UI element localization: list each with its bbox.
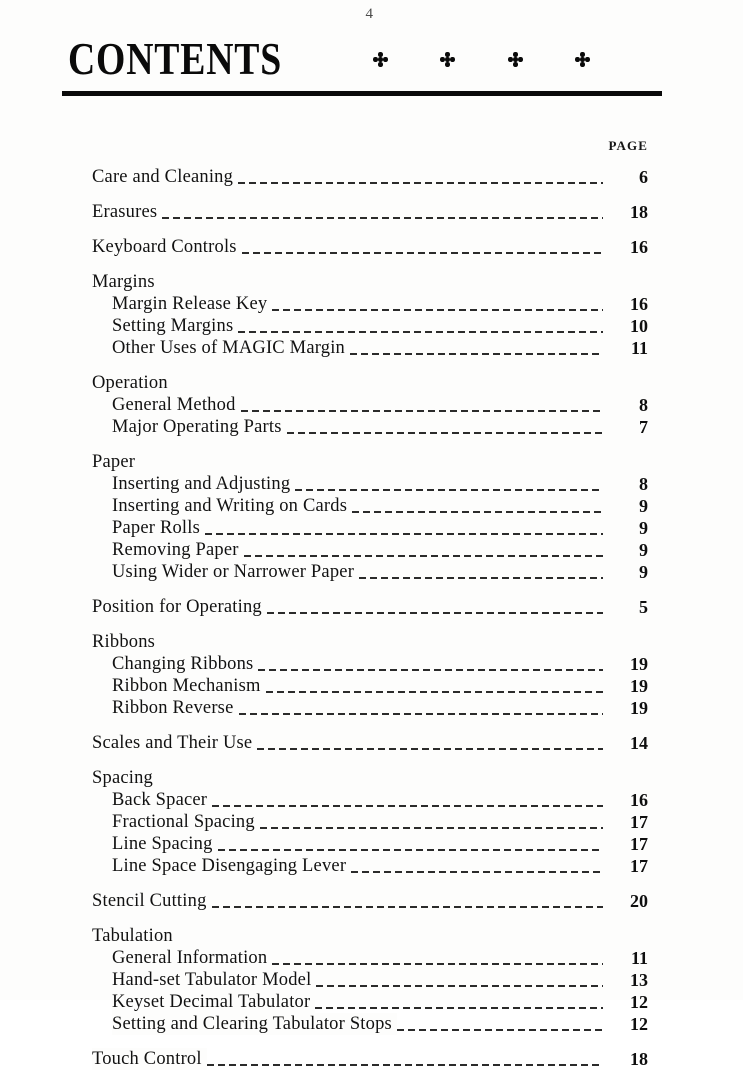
toc-entry-label: Inserting and Adjusting: [112, 473, 295, 495]
toc-entry[interactable]: [0, 789, 743, 811]
toc-entry-label: Keyset Decimal Tabulator: [112, 991, 315, 1013]
toc-entry-label: Margin Release Key: [112, 293, 272, 315]
heading-rule: [62, 91, 662, 96]
toc-entry-label: Setting and Clearing Tabulator Stops: [112, 1013, 397, 1035]
toc-page-number: 6: [639, 167, 648, 187]
toc-page-number: 8: [639, 395, 648, 415]
toc-page-number: 20: [630, 891, 648, 911]
toc-entry[interactable]: [0, 561, 743, 583]
toc-entry-label: Line Space Disengaging Lever: [112, 855, 351, 877]
toc-group-heading[interactable]: [0, 925, 743, 947]
toc-page-number: 9: [639, 540, 648, 560]
ornament-row: [364, 52, 664, 76]
toc-entry[interactable]: [0, 394, 743, 416]
toc-entry-label: Using Wider or Narrower Paper: [112, 561, 359, 583]
toc-entry-label: Spacing: [92, 767, 158, 789]
toc-page-number: 19: [630, 676, 648, 696]
toc-page-number: 12: [630, 1014, 648, 1034]
toc-entry-label: Scales and Their Use: [92, 732, 257, 754]
toc-group-heading[interactable]: [0, 767, 743, 789]
four-dot-diamond-ornament-icon: [508, 52, 523, 67]
toc-page-number: 11: [630, 338, 648, 358]
toc-entry[interactable]: [0, 811, 743, 833]
toc-entry-label: General Information: [112, 947, 272, 969]
toc-entry-label: Major Operating Parts: [112, 416, 287, 438]
toc-entry-label: Touch Control: [92, 1048, 207, 1070]
toc-page-number: 16: [630, 294, 648, 314]
toc-entry[interactable]: [0, 236, 743, 258]
toc-entry[interactable]: [0, 855, 743, 877]
toc-entry[interactable]: [0, 991, 743, 1013]
page-title: CONTENTS: [68, 33, 283, 84]
toc-entry-label: Other Uses of MAGIC Margin: [112, 337, 350, 359]
toc-entry-label: Paper: [92, 451, 140, 473]
toc-entry[interactable]: [0, 969, 743, 991]
toc-page-number: 7: [639, 417, 648, 437]
toc-entry-label: Margins: [92, 271, 160, 293]
toc-page-number: 9: [639, 562, 648, 582]
toc-entry[interactable]: [0, 473, 743, 495]
toc-entry[interactable]: [0, 833, 743, 855]
toc-entry[interactable]: [0, 416, 743, 438]
toc-page-number: 9: [639, 496, 648, 516]
toc-entry[interactable]: [0, 653, 743, 675]
toc-entry-label: Stencil Cutting: [92, 890, 212, 912]
toc-entry[interactable]: [0, 1048, 743, 1070]
four-dot-diamond-ornament-icon: [373, 52, 388, 67]
four-dot-diamond-ornament-icon: [575, 52, 590, 67]
toc-page-number: 18: [630, 202, 648, 222]
toc-entry[interactable]: [0, 166, 743, 188]
toc-group-heading[interactable]: [0, 372, 743, 394]
page-column-header: PAGE: [608, 138, 648, 153]
toc-page-number: 16: [630, 790, 648, 810]
toc-group-heading[interactable]: [0, 451, 743, 473]
toc-page-number: 9: [639, 518, 648, 538]
four-dot-diamond-ornament-icon: [440, 52, 455, 67]
toc-entry-label: Ribbons: [92, 631, 160, 653]
toc-entry-label: Care and Cleaning: [92, 166, 238, 188]
toc-page-number: 17: [630, 834, 648, 854]
folio-number: [0, 6, 743, 23]
toc-page-number: 18: [630, 1049, 648, 1069]
toc-entry-label: General Method: [112, 394, 241, 416]
toc-entry[interactable]: [0, 675, 743, 697]
toc-group-heading[interactable]: [0, 271, 743, 293]
toc-entry-label: Operation: [92, 372, 173, 394]
toc-entry-label: Removing Paper: [112, 539, 244, 561]
toc-entry-label: Position for Operating: [92, 596, 267, 618]
toc-entry[interactable]: [0, 697, 743, 719]
toc-page-number: 17: [630, 812, 648, 832]
toc-entry-label: Fractional Spacing: [112, 811, 260, 833]
toc-entry-label: Inserting and Writing on Cards: [112, 495, 352, 517]
toc-page-number: 5: [639, 597, 648, 617]
toc-entry[interactable]: [0, 201, 743, 223]
toc-entry[interactable]: [0, 337, 743, 359]
toc-entry[interactable]: [0, 1013, 743, 1035]
toc-entry[interactable]: [0, 315, 743, 337]
toc-entry-label: Tabulation: [92, 925, 178, 947]
toc-entry-label: Paper Rolls: [112, 517, 205, 539]
folio-number-text: 4: [365, 6, 374, 22]
toc-page-number: 17: [630, 856, 648, 876]
toc-entry-label: Hand-set Tabulator Model: [112, 969, 316, 991]
toc-entry[interactable]: [0, 890, 743, 912]
toc-page-number: 12: [630, 992, 648, 1012]
table-of-contents-list: [0, 166, 743, 1070]
toc-entry-label: Line Spacing: [112, 833, 218, 855]
toc-entry[interactable]: [0, 517, 743, 539]
toc-entry-label: Setting Margins: [112, 315, 238, 337]
toc-entry-label: Back Spacer: [112, 789, 212, 811]
toc-entry[interactable]: [0, 293, 743, 315]
toc-page-number: 19: [630, 654, 648, 674]
toc-entry[interactable]: [0, 732, 743, 754]
masthead: [62, 33, 662, 88]
toc-page-number: 11: [630, 948, 648, 968]
toc-entry-label: Changing Ribbons: [112, 653, 258, 675]
toc-page-number: 16: [630, 237, 648, 257]
toc-entry[interactable]: [0, 596, 743, 618]
toc-page-number: 14: [630, 733, 648, 753]
toc-entry[interactable]: [0, 539, 743, 561]
toc-group-heading[interactable]: [0, 631, 743, 653]
toc-entry[interactable]: [0, 947, 743, 969]
toc-page-number: 19: [630, 698, 648, 718]
toc-page-number: 13: [630, 970, 648, 990]
toc-entry-label: Keyboard Controls: [92, 236, 242, 258]
toc-entry-label: Ribbon Mechanism: [112, 675, 266, 697]
toc-entry-label: Erasures: [92, 201, 162, 223]
toc-page-number: 8: [639, 474, 648, 494]
toc-page-number: 10: [630, 316, 648, 336]
toc-entry[interactable]: [0, 495, 743, 517]
toc-entry-label: Ribbon Reverse: [112, 697, 239, 719]
